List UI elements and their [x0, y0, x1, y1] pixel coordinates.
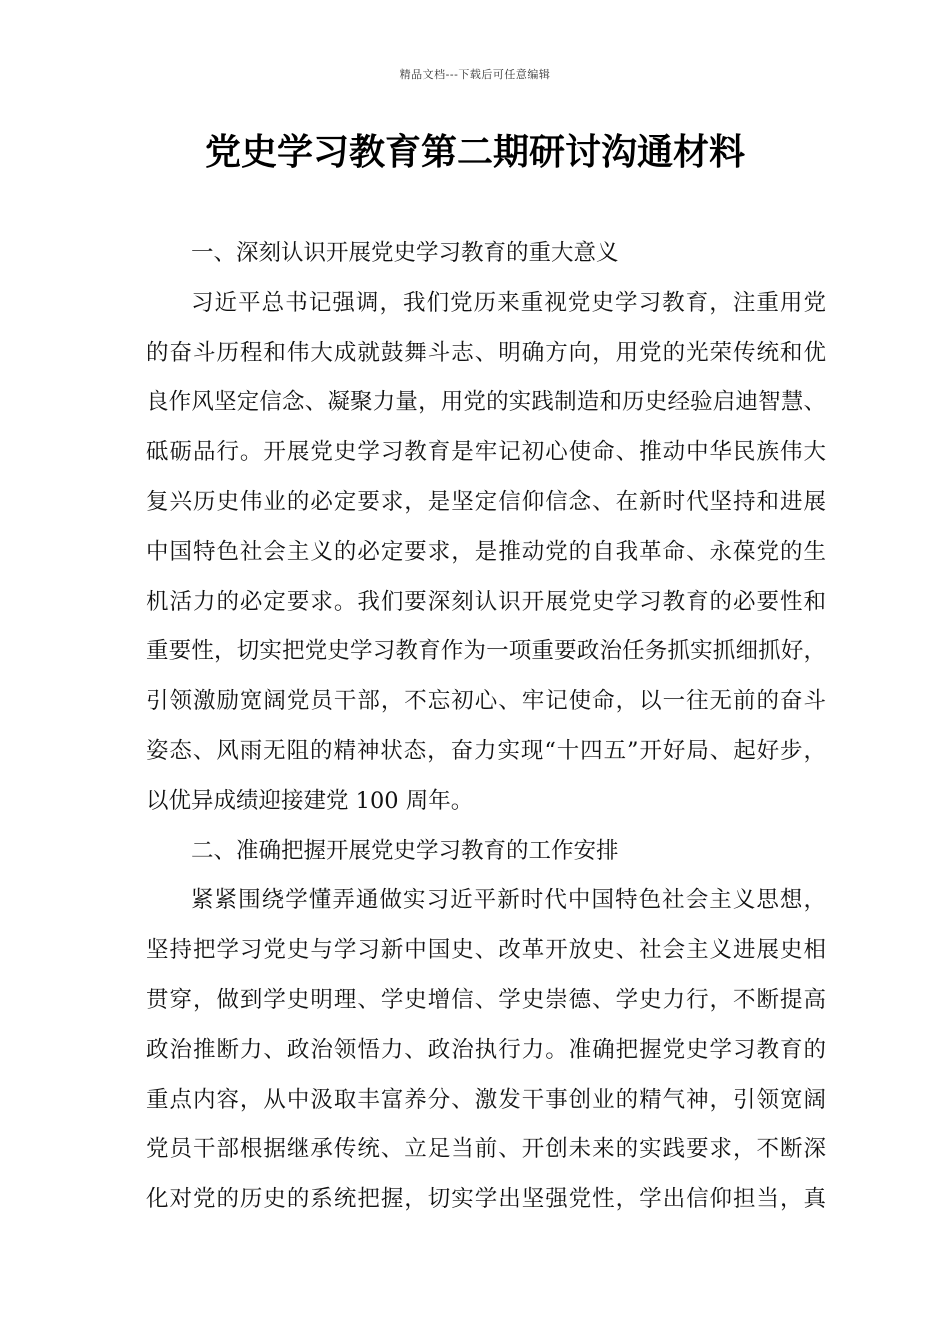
paragraph-line: 砥砺品行。开展党史学习教育是牢记初心使命、推动中华民族伟大 — [146, 439, 826, 466]
paragraph-line: 重要性，切实把党史学习教育作为一项重要政治任务抓实抓细抓好， — [146, 638, 826, 665]
paragraph-line: 化对党的历史的系统把握，切实学出坚强党性，学出信仰担当，真 — [146, 1186, 826, 1213]
paragraph-line: 引领激励宽阔党员干部，不忘初心、牢记使命，以一往无前的奋斗 — [146, 688, 826, 715]
paragraph-line: 政治推断力、政治领悟力、政治执行力。准确把握党史学习教育的 — [146, 1036, 826, 1063]
section-heading-1: 一、深刻认识开展党史学习教育的重大意义 — [191, 240, 619, 266]
paragraph-line: 坚持把学习党史与学习新中国史、改革开放史、社会主义进展史相 — [146, 937, 826, 964]
section-heading-2: 二、准确把握开展党史学习教育的工作安排 — [191, 837, 619, 864]
paragraph-line: 以优异成绩迎接建党 100 周年。 — [146, 787, 474, 814]
paragraph-line: 党员干部根据继承传统、立足当前、开创未来的实践要求，不断深 — [146, 1136, 826, 1163]
paragraph-line: 习近平总书记强调，我们党历来重视党史学习教育，注重用党 — [191, 289, 826, 316]
document-body — [146, 229, 826, 1225]
paragraph-line: 中国特色社会主义的必定要求，是推动党的自我革命、永葆党的生 — [146, 538, 826, 565]
paragraph-line: 姿态、风雨无阻的精神状态，奋力实现“十四五”开好局、起好步， — [146, 737, 826, 764]
paragraph-line: 良作风坚定信念、凝聚力量，用党的实践制造和历史经验启迪智慧、 — [146, 389, 826, 416]
paragraph-line: 紧紧围绕学懂弄通做实习近平新时代中国特色社会主义思想， — [191, 887, 826, 914]
paragraph-line: 的奋斗历程和伟大成就鼓舞斗志、明确方向，用党的光荣传统和优 — [146, 339, 826, 366]
paragraph-line: 重点内容，从中汲取丰富养分、激发干事创业的精气神，引领宽阔 — [146, 1086, 826, 1113]
paragraph-line: 机活力的必定要求。我们要深刻认识开展党史学习教育的必要性和 — [146, 588, 826, 615]
paragraph-line: 贯穿，做到学史明理、学史增信、学史崇德、学史力行，不断提高 — [146, 986, 826, 1013]
document-title: 党史学习教育第二期研讨沟通材料 — [204, 132, 745, 173]
paragraph-line: 复兴历史伟业的必定要求，是坚定信仰信念、在新时代坚持和进展 — [146, 488, 826, 515]
header-note: 精品文档---下载后可任意编辑 — [399, 68, 551, 81]
